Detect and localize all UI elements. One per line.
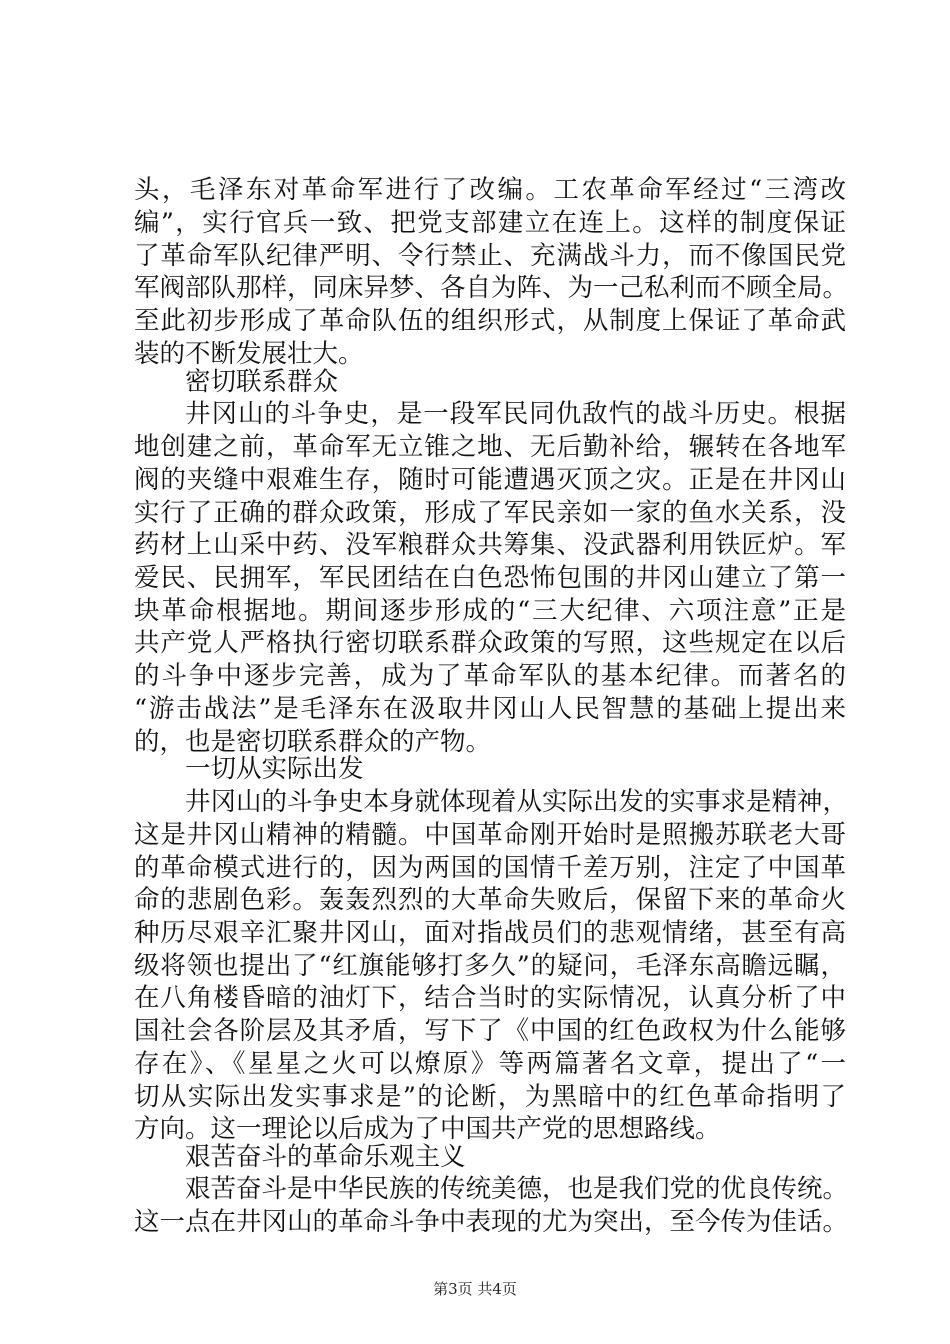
body-line: 编”，实行官兵一致、把党支部建立在连上。这样的制度保证: [134, 208, 846, 238]
body-line: 这一点在井冈山的革命斗争中表现的尤为突出，至今传为佳话。: [134, 1207, 849, 1237]
section-heading: 一切从实际出发: [185, 754, 364, 784]
body-line: 地创建之前，革命军无立锥之地、无后勤补给，辗转在各地军: [134, 432, 846, 462]
body-line: 国社会各阶层及其矛盾，写下了《中国的红色政权为什么能够: [134, 1016, 846, 1046]
body-line: 井冈山的斗争史本身就体现着从实际出发的实事求是精神，: [185, 787, 849, 817]
body-line: 药材上山采中药、没军粮群众共筹集、没武器利用铁匠炉。军: [134, 530, 846, 560]
body-line: 在八角楼昏暗的油灯下，结合当时的实际情况，认真分析了中: [134, 983, 846, 1013]
body-line: 块革命根据地。期间逐步形成的“三大纪律、六项注意”正是: [134, 596, 846, 626]
body-line: 实行了正确的群众政策，形成了军民亲如一家的鱼水关系，没: [134, 498, 846, 528]
body-line: 军阀部队那样，同床异梦、各自为阵、为一己私利而不顾全局。: [134, 273, 849, 303]
body-line: 阀的夹缝中艰难生存，随时可能遭遇灭顶之灾。正是在井冈山: [134, 465, 846, 495]
body-line: 头，毛泽东对革命军进行了改编。工农革命军经过“三湾改: [134, 175, 846, 205]
body-line: 种历尽艰辛汇聚井冈山，面对指战员们的悲观情绪，甚至有高: [134, 918, 846, 948]
body-line: 艰苦奋斗是中华民族的传统美德，也是我们党的优良传统。: [185, 1174, 849, 1204]
body-line: 切从实际出发实事求是”的论断，为黑暗中的红色革命指明了: [134, 1082, 846, 1112]
body-line: 的革命模式进行的，因为两国的国情千差万别，注定了中国革: [134, 853, 846, 883]
section-heading: 艰苦奋斗的革命乐观主义: [185, 1142, 466, 1172]
body-line: 井冈山的斗争史，是一段军民同仇敌忾的战斗历史。根据: [185, 399, 846, 429]
body-line: 存在》、《星星之火可以燎原》等两篇著名文章，提出了“一: [134, 1049, 846, 1079]
body-line: 方向。这一理论以后成为了中国共产党的思想路线。: [134, 1114, 721, 1144]
body-line: 共产党人严格执行密切联系群众政策的写照，这些规定在以后: [134, 628, 846, 658]
body-line: 爱民、民拥军，军民团结在白色恐怖包围的井冈山建立了第一: [134, 563, 846, 593]
body-line: 至此初步形成了革命队伍的组织形式，从制度上保证了革命武: [134, 306, 846, 336]
page-number-footer: 第3页 共4页: [433, 1280, 517, 1298]
body-line: 级将领也提出了“红旗能够打多久”的疑问，毛泽东高瞻远瞩，: [134, 951, 846, 981]
body-line: 装的不断发展壮大。: [134, 339, 364, 369]
body-line: 命的悲剧色彩。轰轰烈烈的大革命失败后，保留下来的革命火: [134, 885, 846, 915]
body-line: 的斗争中逐步完善，成为了革命军队的基本纪律。而著名的: [134, 661, 846, 691]
body-line: 了革命军队纪律严明、令行禁止、充满战斗力，而不像国民党: [134, 241, 846, 271]
body-line: 的，也是密切联系群众的产物。: [134, 727, 492, 757]
body-line: “游击战法”是毛泽东在汲取井冈山人民智慧的基础上提出来: [134, 694, 846, 724]
section-heading: 密切联系群众: [185, 367, 339, 397]
body-line: 这是井冈山精神的精髓。中国革命刚开始时是照搬苏联老大哥: [134, 820, 846, 850]
